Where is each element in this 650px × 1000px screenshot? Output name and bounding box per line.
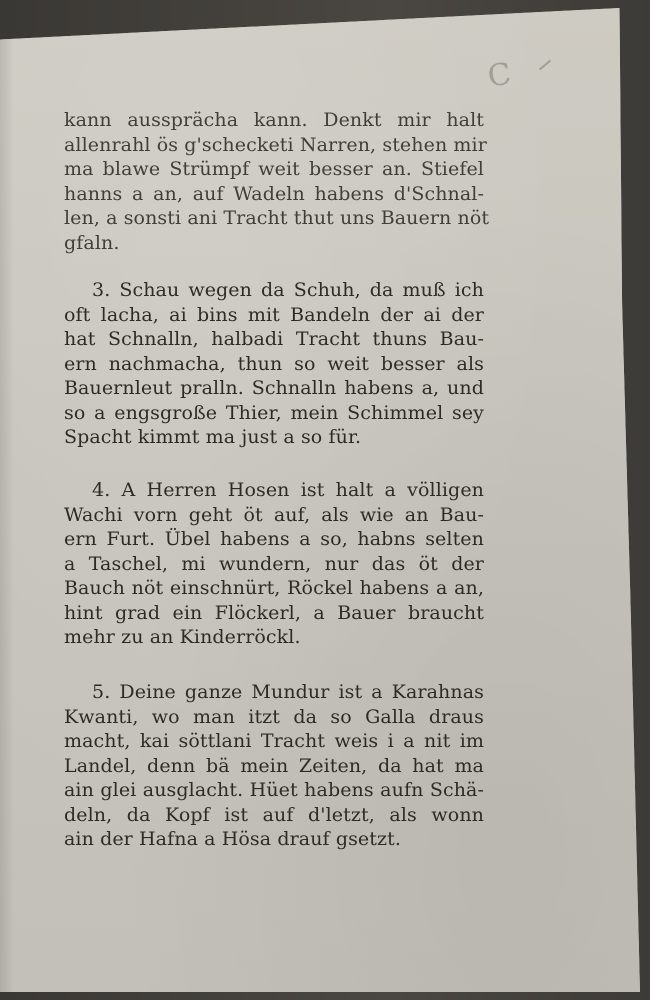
text-line: kann aussprächa kann. Denkt mir halt xyxy=(64,109,484,131)
text-line: Wachi vorn geht öt auf, als wie an Bau- xyxy=(64,503,484,526)
text-line: len, a sonsti ani Tracht thut uns Bauern nöt xyxy=(64,207,490,229)
text-line: ain glei ausglacht. Hüet habens aufn Schä- xyxy=(64,779,484,801)
text-line: hat Schnalln, halbadi Tracht thuns Bau- xyxy=(64,328,484,350)
text-line: mehr zu an Kinderröckl. xyxy=(64,626,301,648)
text-line: gfaln. xyxy=(64,231,120,254)
text-line: Bauch nöt einschnürt, Röckel habens a an, xyxy=(64,577,484,599)
paragraph-continuation xyxy=(64,108,490,255)
text-line: so a engsgroße Thier, mein Schimmel sey xyxy=(64,401,484,424)
text-line: Kwanti, wo man itzt da so Galla draus xyxy=(64,705,484,728)
text-line: 3. Schau wegen da Schuh, da muß ich xyxy=(92,279,484,301)
text-line: 4. A Herren Hosen ist halt a völligen xyxy=(92,479,484,501)
text-line: Landel, denn bä mein Zeiten, da hat ma xyxy=(64,754,484,777)
text-line: Spacht kimmt ma just a so für. xyxy=(64,426,362,448)
corner-pencil-mark: C xyxy=(485,56,514,95)
text-line: a Taschel, mi wundern, nur das öt der xyxy=(64,552,484,575)
text-line: ain der Hafna a Hösa drauf gsetzt. xyxy=(64,828,401,850)
text-line: allenrahl ös g'schecketi Narren, stehen mir xyxy=(64,133,487,156)
text-line: hanns a an, auf Wadeln habens d'Schnal- xyxy=(64,182,484,205)
text-line: hint grad ein Flöckerl, a Bauer braucht xyxy=(64,601,484,624)
text-line: Bauernleut pralln. Schnalln habens a, und xyxy=(64,377,484,399)
text-line: ma blawe Strümpf weit besser an. Stiefel xyxy=(64,158,484,180)
text-line: macht, kai söttlani Tracht weis i a nit im xyxy=(64,730,484,752)
paragraph-3 xyxy=(64,278,484,450)
text-line: 5. Deine ganze Mundur ist a Karahnas xyxy=(92,681,484,703)
text-line: ern Furt. Übel habens a so, habns selten xyxy=(64,528,484,550)
text-line: oft lacha, ai bins mit Bandeln der ai der xyxy=(64,303,484,326)
paragraph-5 xyxy=(64,680,484,852)
text-line: deln, da Kopf ist auf d'letzt, als wonn xyxy=(64,803,484,826)
text-line: ern nachmacha, thun so weit besser als xyxy=(64,352,484,375)
paragraph-4 xyxy=(64,478,484,650)
page-edge-shadow xyxy=(0,8,14,992)
